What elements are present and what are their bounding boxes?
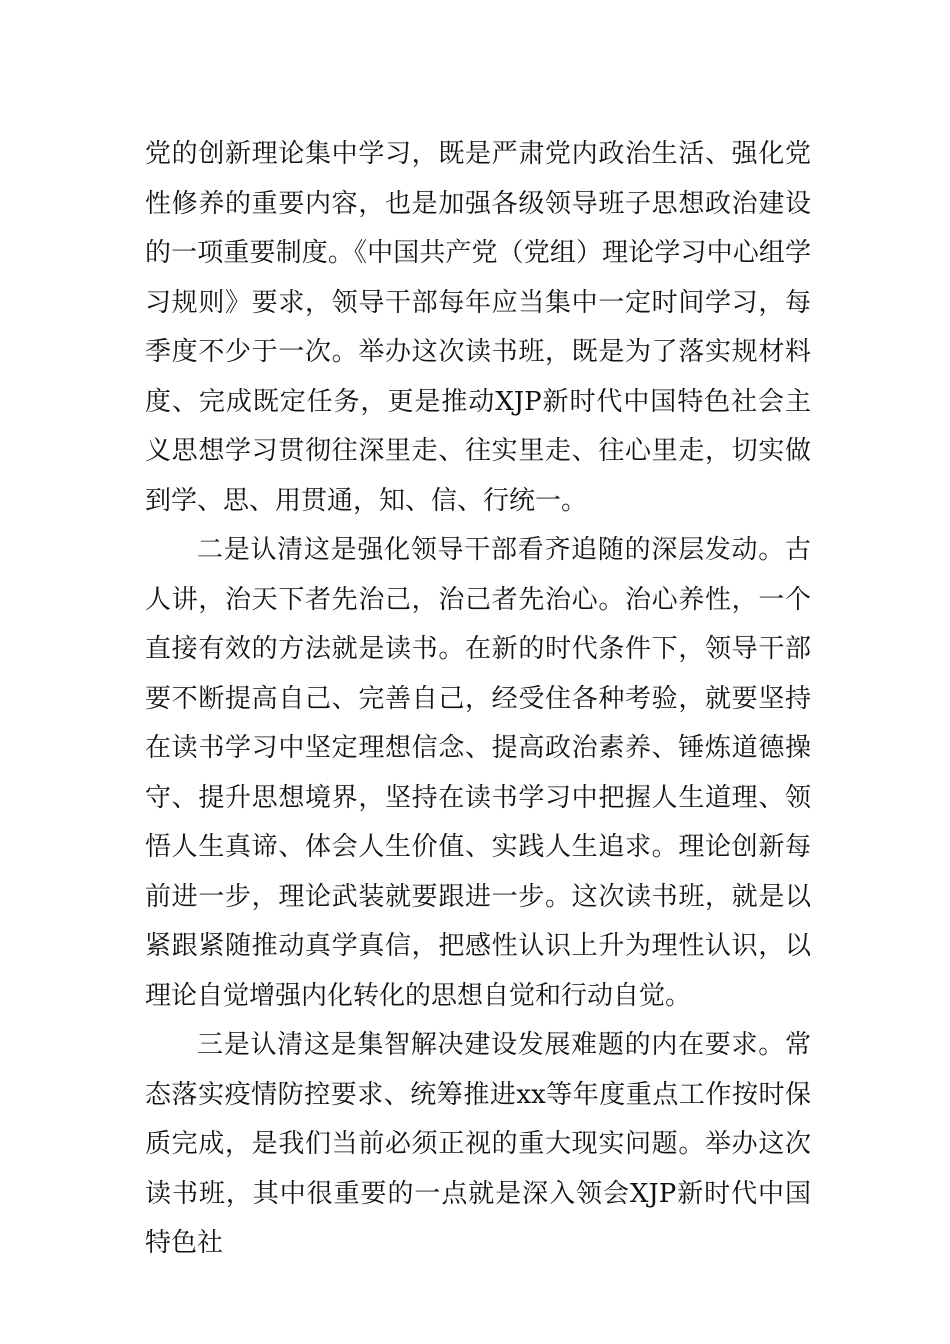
document-body [145,130,811,1269]
paragraph-point-two: 二是认清这是强化领导干部看齐追随的深层发动。古人讲，治天下者先治己，治己者先治心。治心养性，一个直接有效的方法就是读书。在新的时代条件下，领导干部要不断提高自己、完善自己，经受住各种考验，就要坚持在读书学习中坚定理想信念、提高政治素养、锤炼道德操守、提升思想境界，坚持在读书学习中把握人生道理、领悟人生真谛、体会人生价值、实践人生追求。理论创新每前进一步，理论武装就要跟进一步。这次读书班，就是以紧跟紧随推动真学真信，把感性认识上升为理性认识，以理论自觉增强内化转化的思想自觉和行动自觉。 [145,535,811,1011]
paragraph-point-three: 三是认清这是集智解决建设发展难题的内在要求。常态落实疫情防控要求、统筹推进xx等年度重点工作按时保质完成，是我们当前必须正视的重大现实问题。举办这次读书班，其中很重要的一点就是深入领会XJP新时代中国特色社 [145,1030,811,1258]
paragraph-continued: 党的创新理论集中学习，既是严肃党内政治生活、强化党性修养的重要内容，也是加强各级领导班子思想政治建设的一项重要制度。《中国共产党（党组）理论学习中心组学习规则》要求，领导干部每年应当集中一定时间学习，每季度不少于一次。举办这次读书班，既是为了落实规材料度、完成既定任务，更是推动XJP新时代中国特色社会主义思想学习贯彻往深里走、往实里走、往心里走，切实做到学、思、用贯通，知、信、行统一。 [145,139,811,516]
